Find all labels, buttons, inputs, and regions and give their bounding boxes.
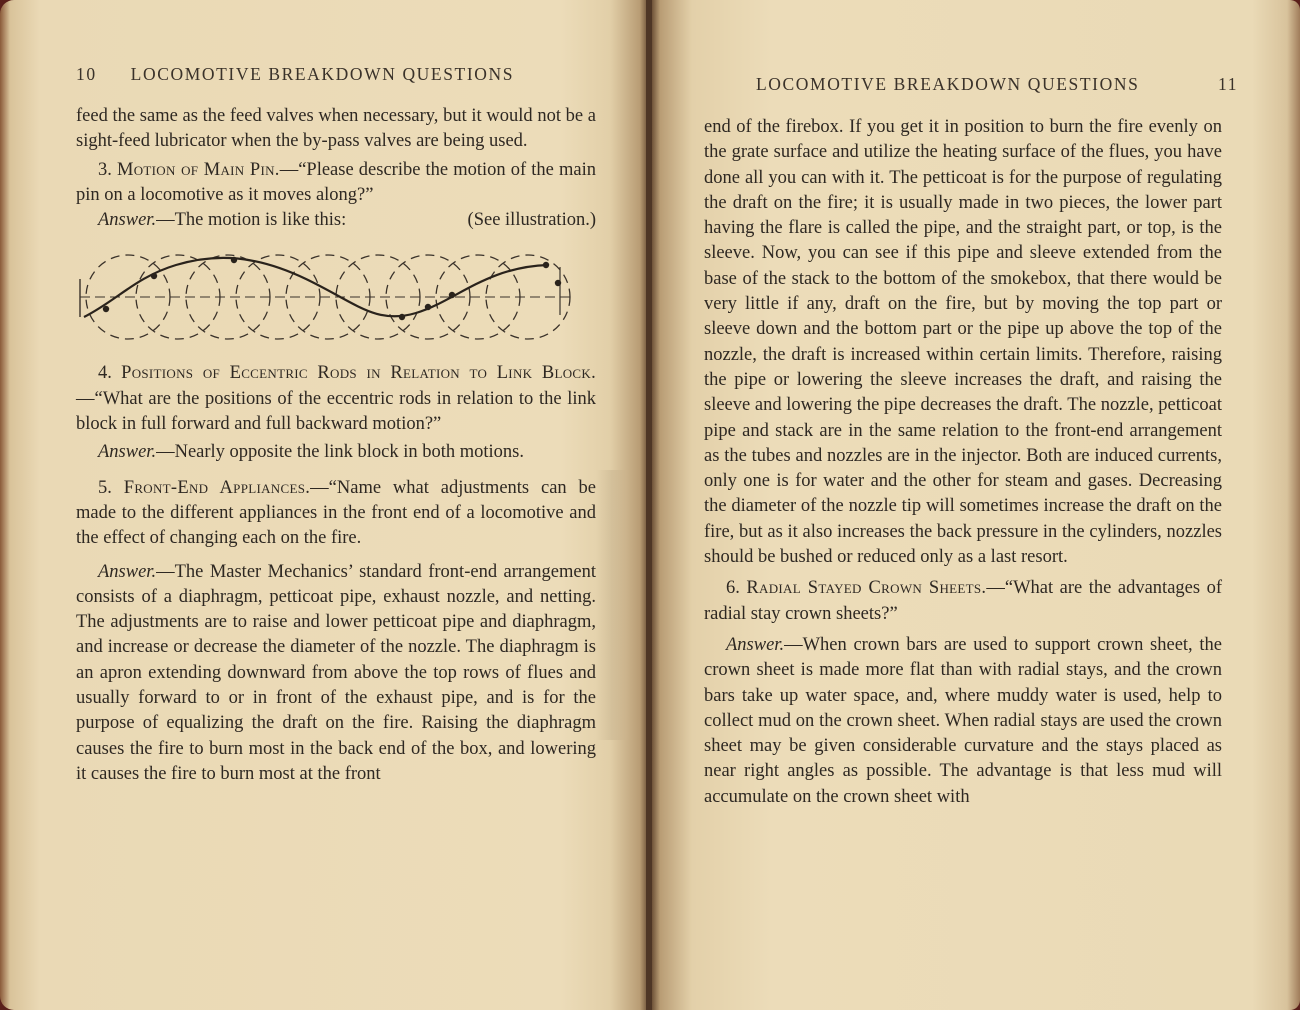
answer-3 bbox=[76, 208, 596, 233]
left-body-text bbox=[76, 104, 596, 787]
question-5: 5. Front-End Appliances.—“Name what adjustments can be made to the different appliances in the front end of a locomotive and the effect of changing each on the fire. bbox=[76, 477, 597, 549]
question-5-text: —“Name what adjustments can be made to the different appliances in the front end of a locomotive and the effect of changing each on the fire. bbox=[76, 477, 597, 549]
page-fold-shadow bbox=[596, 470, 626, 740]
left-page-number: 10 bbox=[76, 64, 97, 84]
illustration-note: (See illustration.) bbox=[467, 210, 596, 231]
right-page-number: 11 bbox=[1218, 74, 1239, 94]
continuation-paragraph: feed the same as the feed valves when necessary, but it would not be a sight-feed lubricator when the by-pass valves are being used. bbox=[76, 106, 596, 152]
right-running-head bbox=[756, 74, 1239, 95]
main-pin-motion-illustration bbox=[76, 239, 576, 357]
answer-6: Answer.—When crown bars are used to support crown sheet, the crown sheet is made more flat than with radial stays, and the crown bars take up water space, and, where muddy water is used, help to collect mud on the crown sheet. When radial stays are used the crown sheet may be given considerable curvature and the stays placed as near right angles as possible. The advantage is that less mud will accumulate on the crown sheet with bbox=[704, 634, 1222, 807]
answer-3-text: —The motion is like this: bbox=[156, 210, 347, 231]
right-continuation-paragraph: end of the firebox. If you get it in position to burn the fire evenly on the grate surface and utilize the heating surface of the flues, you have done all you can with it. The petticoat is for the purpose of regulating the draft on the fire; it is usually made in two pieces, the lower part having the flare is called the pipe, and the straight part, or top, is the sleeve. Now, you can see if this pipe and sleeve extended from the base of the stack to the bottom of the smokebox, that there would be very little if any, draft on the fire, but by moving the top part or sleeve down and the bottom part or the pipe up above the top of the nozzle, the draft is increased within certain limits. Therefore, raising the pipe or lowering the sleeve increases the draft, and raising the sleeve and lowering the pipe decreases the draft. The nozzle, petticoat pipe and stack are in the same relation to the front-end arrangement as the tubes and nozzles are in the injector. Both are induced currents, only one is for water and the other for steam and gases. Decreasing the diameter of the nozzle tip will sometimes increase the draft on the fire, but as it also increases the back pressure in the cylinders, nozzles should be bushed or reduced only as a last resort. bbox=[704, 117, 1222, 568]
right-body-text bbox=[704, 115, 1222, 810]
answer-3-label: Answer. bbox=[98, 210, 157, 231]
left-head-title: LOCOMOTIVE BREAKDOWN QUESTIONS bbox=[130, 64, 515, 84]
answer-5: Answer.—The Master Mechanics’ standard front-end arrangement consists of a diaphragm, petticoat pipe, exhaust nozzle, and netting. The adjustments are to raise and lower petticoat pipe and diaphragm, and increase or decrease the diameter of the nozzle. The diaphragm is an apron extending downward from above the top rows of flues and usually forward to or in front of the exhaust pipe, and is for the purpose of equalizing the draft on the fire. Raising the diaphragm causes the fire to burn most in the back end of the box, and lowering it causes the fire to burn most at the front bbox=[76, 561, 596, 784]
left-running-head bbox=[76, 64, 514, 85]
question-6-text: —“What are the advantages of radial stay crown sheets?” bbox=[704, 578, 1222, 624]
left-page bbox=[0, 0, 648, 1010]
right-page bbox=[652, 0, 1300, 1010]
question-3: 3. Motion of Main Pin.—“Please describe the motion of the main pin on a locomotive as it moves along?” bbox=[76, 159, 596, 205]
motion-diagram-svg bbox=[76, 239, 576, 357]
question-3-title: Motion of Main Pin. bbox=[116, 159, 280, 180]
right-head-title: LOCOMOTIVE BREAKDOWN QUESTIONS bbox=[756, 74, 1140, 94]
question-6-title: Radial Stayed Crown Sheets. bbox=[746, 578, 987, 599]
question-5-title: Front-End Appliances. bbox=[123, 477, 311, 498]
question-3-text: —“Please describe the motion of the main pin on a locomotive as it moves along?” bbox=[76, 159, 596, 205]
answer-4: Answer.—Nearly opposite the link block in both motions. bbox=[98, 442, 524, 463]
question-4-title: Positions of Eccentric Rods in Relation to Link Block. bbox=[121, 363, 597, 384]
question-6: 6. Radial Stayed Crown Sheets.—“What are the advantages of radial stay crown sheets?” bbox=[704, 578, 1222, 624]
question-4: 4. Positions of Eccentric Rods in Relation to Link Block.—“What are the positions of the eccentric rods in relation to the link block in full forward and full backward motion?” bbox=[76, 363, 597, 435]
question-4-text: —“What are the positions of the eccentric rods in relation to the link block in full forward and full backward motion?” bbox=[76, 388, 596, 435]
